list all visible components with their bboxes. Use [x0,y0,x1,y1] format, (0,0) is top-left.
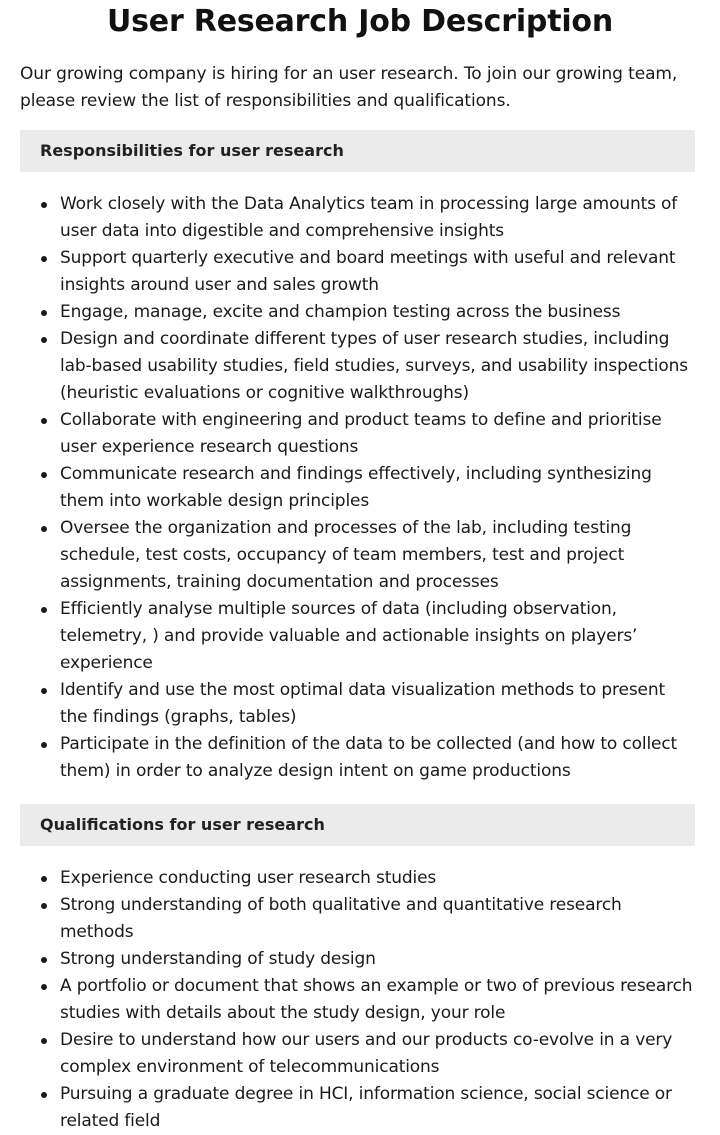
list-item [60,461,695,515]
bullet-icon [41,310,47,316]
list-item-text: Oversee the organization and processes of the lab, including testing schedule, test costs, occupancy of team members, test and project assignments, training documentation and processes [60,518,632,592]
list-item-text: Experience conducting user research studies [60,868,437,888]
list-item-text: Participate in the definition of the data to be collected (and how to collect them) in order to analyze design intent on game productions [60,734,678,781]
bullet-icon [41,472,47,478]
list-item [60,245,695,299]
list-item [60,946,695,973]
list-item [60,973,695,1027]
intro-paragraph: Our growing company is hiring for an user research. To join our growing team, please review the list of responsibilities and qualifications. [20,64,678,111]
list-item [60,326,695,407]
bullet-icon [41,1038,47,1044]
bullet-icon [41,256,47,262]
page-title: User Research Job Description [106,4,613,39]
list-item [60,299,695,326]
list-item [60,892,695,946]
bullet-icon [41,526,47,532]
bullet-icon [41,337,47,343]
list-item-text: Communicate research and findings effectively, including synthesizing them into workable design principles [60,464,652,511]
list-item-text: Engage, manage, excite and champion testing across the business [60,302,621,322]
list-item-text: Design and coordinate different types of user research studies, including lab-based usability studies, field studies, surveys, and usability inspections (heuristic evaluations or cognitive walkthroughs) [60,329,688,403]
bullet-icon [41,876,47,882]
list-item-text: Strong understanding of study design [60,949,376,969]
bullet-icon [41,742,47,748]
list-item-text: Identify and use the most optimal data visualization methods to present the findings (graphs, tables) [60,680,665,727]
list-item-text: Support quarterly executive and board meetings with useful and relevant insights around user and sales growth [60,248,676,295]
list-item [60,407,695,461]
list-item-text: Strong understanding of both qualitative and quantitative research methods [60,895,622,942]
list-item-text: Collaborate with engineering and product teams to define and prioritise user experience research questions [60,410,662,457]
bullet-icon [41,202,47,208]
bullet-icon [41,418,47,424]
responsibilities-list [20,191,695,785]
bullet-icon [41,1092,47,1098]
list-item [60,191,695,245]
qualifications-heading: Qualifications for user research [20,804,695,846]
list-item-text: Work closely with the Data Analytics team in processing large amounts of user data into digestible and comprehensive insights [60,194,678,241]
responsibilities-heading: Responsibilities for user research [20,130,695,172]
list-item [60,1081,695,1135]
list-item [60,731,695,785]
list-item-text: Efficiently analyse multiple sources of data (including observation, telemetry, ) and provide valuable and actionable insights on players’ experience [60,599,638,673]
list-item [60,677,695,731]
list-item [60,596,695,677]
bullet-icon [41,607,47,613]
list-item [60,865,695,892]
bullet-icon [41,984,47,990]
list-item-text: A portfolio or document that shows an example or two of previous research studies with details about the study design, your role [60,976,693,1023]
bullet-icon [41,688,47,694]
job-description-page [0,2,720,1131]
list-item [60,515,695,596]
bullet-icon [41,957,47,963]
list-item-text: Desire to understand how our users and our products co-evolve in a very complex environment of telecommunications [60,1030,673,1077]
list-item [60,1027,695,1081]
qualifications-list [20,865,695,1135]
list-item-text: Pursuing a graduate degree in HCI, information science, social science or related field [60,1084,672,1131]
bullet-icon [41,903,47,909]
